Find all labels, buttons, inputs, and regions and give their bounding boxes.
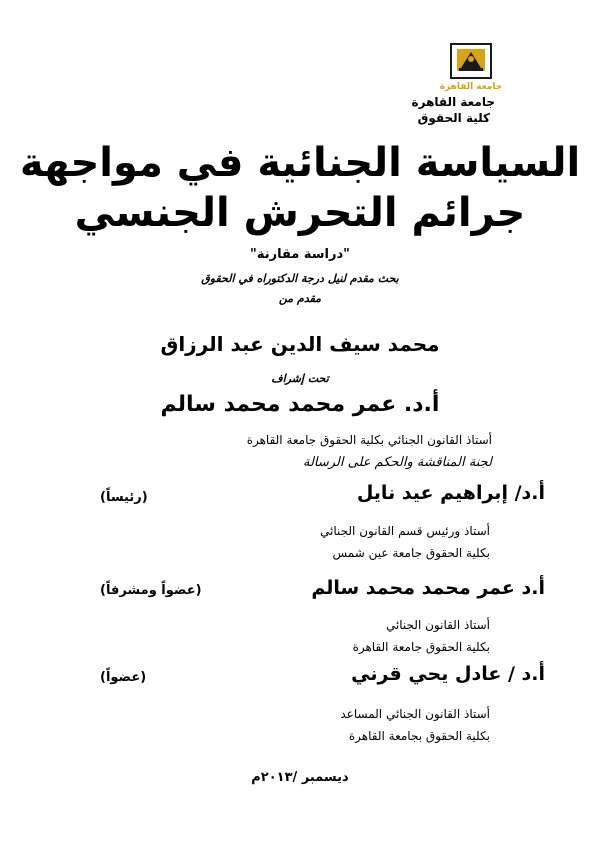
committee-member-description: أستاذ القانون الجنائي المساعد <box>340 707 490 721</box>
degree-statement: بحث مقدم لنيل درجة الدكتوراه في الحقوق <box>201 272 399 285</box>
supervisor-name: أ.د. عمر محمد محمد سالم <box>160 392 440 417</box>
study-type: "دراسة مقارنة" <box>250 247 350 262</box>
committee-member-role: (عضواً ومشرفاً) <box>100 583 202 598</box>
committee-member-description: بكلية الحقوق بجامعة القاهرة <box>348 729 490 743</box>
logo-text: جامعة القاهرة <box>439 82 503 92</box>
committee-member-name: أ.د عمر محمد محمد سالم <box>311 577 545 599</box>
submission-date: ديسمبر /٢٠١٣م <box>251 770 349 785</box>
presented-by-label: مقدم من <box>278 292 322 305</box>
supervisor-description: أستاذ القانون الجنائي بكلية الحقوق جامعة القاهرة <box>246 433 492 447</box>
committee-member-name: أ.د/ إبراهيم عيد نايل <box>356 482 545 504</box>
supervision-label: تحت إشراف <box>271 372 329 385</box>
committee-heading: لجنة المناقشة والحكم على الرسالة <box>302 455 492 470</box>
committee-member-name: أ.د / عادل يحي قرني <box>351 663 545 685</box>
committee-member-description: بكلية الحقوق جامعة القاهرة <box>352 640 490 654</box>
committee-member-description: أستاذ ورئيس قسم القانون الجنائي <box>320 524 490 538</box>
committee-member-description: أستاذ القانون الجنائي <box>385 618 490 632</box>
committee-member-role: (رئيساً) <box>100 490 148 505</box>
committee-member-role: (عضواً) <box>100 670 147 685</box>
university-emblem-icon <box>439 42 503 92</box>
thesis-title-line-1: السياسة الجنائية في مواجهة <box>19 140 581 186</box>
thesis-title-line-2: جرائم التحرش الجنسي <box>74 190 526 236</box>
author-name: محمد سيف الدين عبد الرزاق <box>160 332 440 356</box>
faculty-name: كلية الحقوق <box>417 111 490 125</box>
university-name: جامعة القاهرة <box>411 95 495 109</box>
committee-member-description: بكلية الحقوق جامعة عين شمس <box>332 546 490 560</box>
